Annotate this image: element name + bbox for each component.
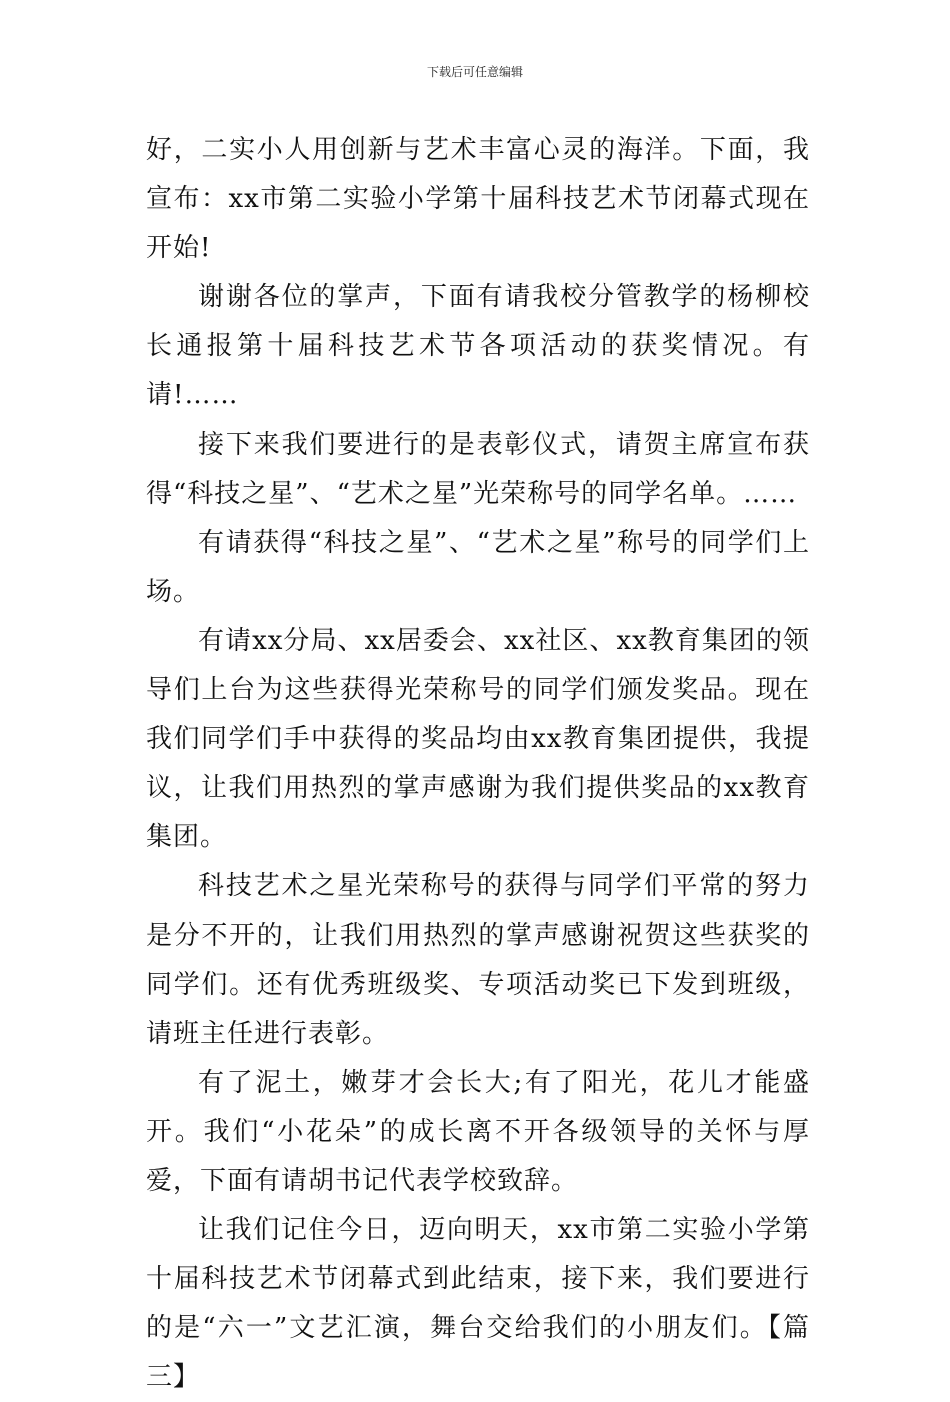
paragraph-6: 科技艺术之星光荣称号的获得与同学们平常的努力是分不开的，让我们用热烈的掌声感谢祝贺这些获奖的同学们。还有优秀班级奖、专项活动奖已下发到班级，请班主任进行表彰。 [146, 871, 810, 1049]
document-body [146, 126, 810, 1402]
paragraph-7: 有了泥土，嫩芽才会长大;有了阳光，花儿才能盛开。我们“小花朵”的成长离不开各级领导的关怀与厚爱，下面有请胡书记代表学校致辞。 [146, 1067, 810, 1196]
paragraph-8: 让我们记住今日，迈向明天，xx市第二实验小学第十届科技艺术节闭幕式到此结束，接下来，我们要进行的是“六一”文艺汇演，舞台交给我们的小朋友们。【篇三】 [146, 1215, 810, 1393]
paragraph-5: 有请xx分局、xx居委会、xx社区、xx教育集团的领导们上台为这些获得光荣称号的同学们颁发奖品。现在我们同学们手中获得的奖品均由xx教育集团提供，我提议，让我们用热烈的掌声感谢为我们提供奖品的xx教育集团。 [146, 625, 810, 853]
paragraph-1: 好，二实小人用创新与艺术丰富心灵的海洋。下面，我宣布：xx市第二实验小学第十届科技艺术节闭幕式现在开始! [146, 135, 810, 264]
paragraph-3: 接下来我们要进行的是表彰仪式，请贺主席宣布获得“科技之星”、“艺术之星”光荣称号的同学名单。…… [146, 429, 810, 509]
paragraph-2: 谢谢各位的掌声，下面有请我校分管教学的杨柳校长通报第十届科技艺术节各项活动的获奖情况。有请!…… [146, 282, 810, 411]
paragraph-4: 有请获得“科技之星”、“艺术之星”称号的同学们上场。 [146, 527, 810, 607]
page-header-note: 下载后可任意编辑 [426, 65, 523, 79]
